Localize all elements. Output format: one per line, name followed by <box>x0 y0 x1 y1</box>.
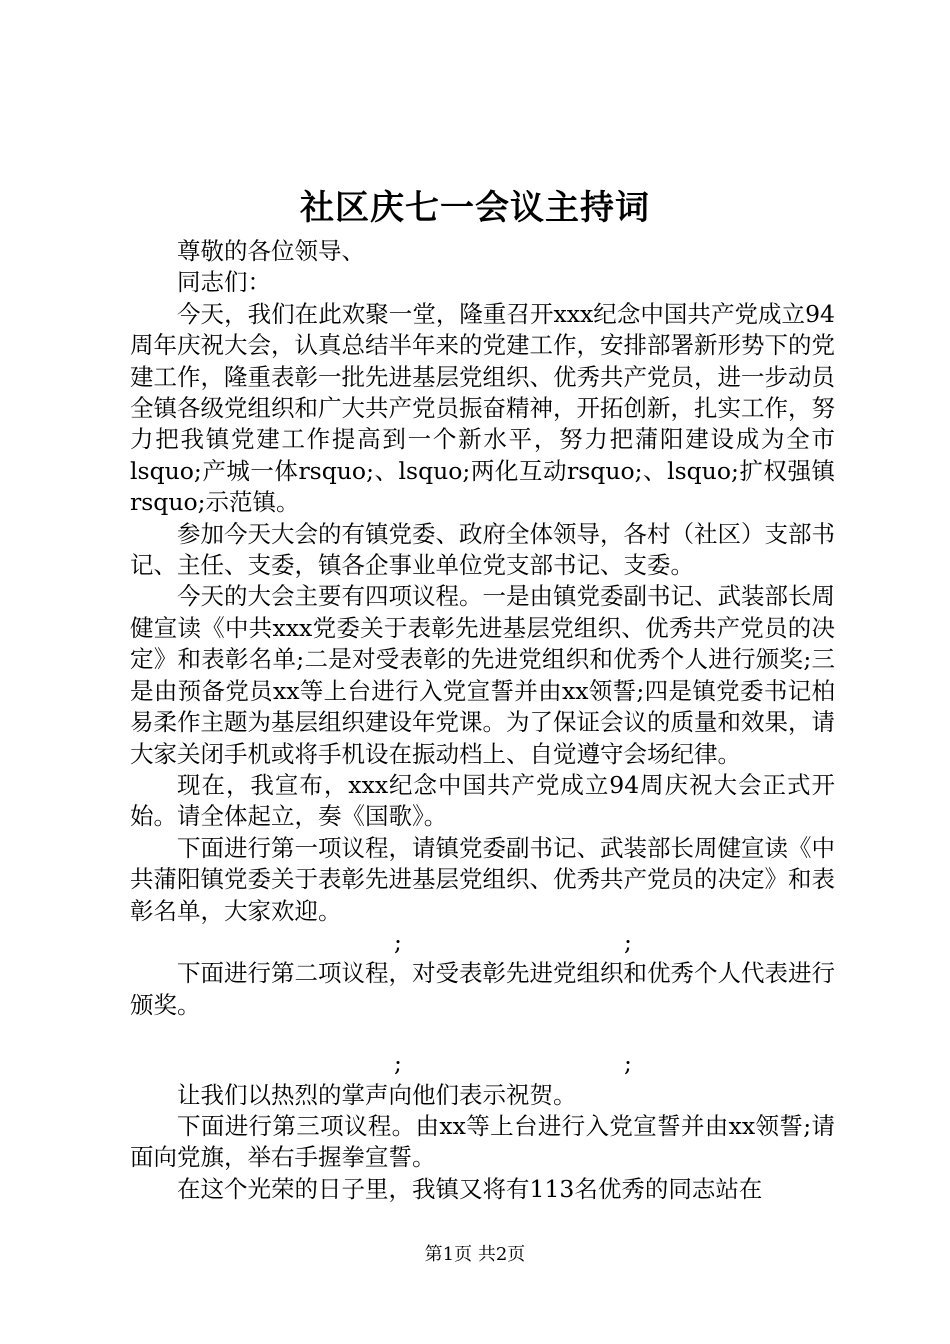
paragraph-item-three: 下面进行第三项议程。由xx等上台进行入党宣誓并由xx领誓;请面向党旗，举右手握拳宣誓。 <box>130 1111 835 1172</box>
greeting-line-2: 同志们： <box>177 268 271 297</box>
document-title: 社区庆七一会议主持词 <box>300 188 650 228</box>
separator-mark: ; <box>624 1049 632 1078</box>
paragraph-opening-declaration: 现在，我宣布，xxx纪念中国共产党成立94周庆祝大会正式开始。请全体起立，奏《国歌》。 <box>130 770 835 831</box>
document-body <box>130 236 835 1205</box>
paragraph-opening: 今天，我们在此欢聚一堂，隆重召开xxx纪念中国共产党成立94周年庆祝大会，认真总结半年来的党建工作，安排部署新形势下的党建工作，隆重表彰一批先进基层党组织、优秀共产党员，进一步动员全镇各级党组织和广大共产党员振奋精神，开拓创新，扎实工作，努力把我镇党建工作提高到一个新水平，努力把蒲阳建设成为全市lsquo;产城一体rsquo;、lsquo;两化互动rsquo;、lsquo;扩权强镇rsquo;示范镇。 <box>130 299 835 517</box>
separator-row <box>130 1048 835 1079</box>
paragraph-item-one: 下面进行第一项议程，请镇党委副书记、武装部长周健宣读《中共蒲阳镇党委关于表彰先进基层党组织、优秀共产党员的决定》和表彰名单，大家欢迎。 <box>130 833 835 925</box>
separator-mark: ; <box>394 1049 402 1078</box>
paragraph-attendees: 参加今天大会的有镇党委、政府全体领导，各村（社区）支部书记、主任、支委，镇各企事业单位党支部书记、支委。 <box>130 519 835 580</box>
greeting-line-1: 尊敬的各位领导、 <box>177 237 365 265</box>
separator-row <box>130 927 835 958</box>
separator-mark: ; <box>394 927 402 956</box>
paragraph-item-two: 下面进行第二项议程，对受表彰先进党组织和优秀个人代表进行颁奖。 <box>130 959 835 1019</box>
page-number: 第1页 共2页 <box>424 1244 526 1265</box>
paragraph-closing: 在这个光荣的日子里，我镇又将有113名优秀的同志站在 <box>177 1174 763 1203</box>
paragraph-agenda: 今天的大会主要有四项议程。一是由镇党委副书记、武装部长周健宣读《中共xxx党委关于表彰先进基层党组织、优秀共产党员的决定》和表彰名单;二是对受表彰的先进党组织和优秀个人进行颁奖;三是由预备党员xx等上台进行入党宣誓并由xx领誓;四是镇党委书记柏易柔作主题为基层组织建设年党课。为了保证会议的质量和效果，请大家关闭手机或将手机设在振动档上、自觉遵守会场纪律。 <box>130 582 835 768</box>
paragraph-applause: 让我们以热烈的掌声向他们表示祝贺。 <box>177 1080 577 1109</box>
separator-mark: ; <box>624 927 632 956</box>
